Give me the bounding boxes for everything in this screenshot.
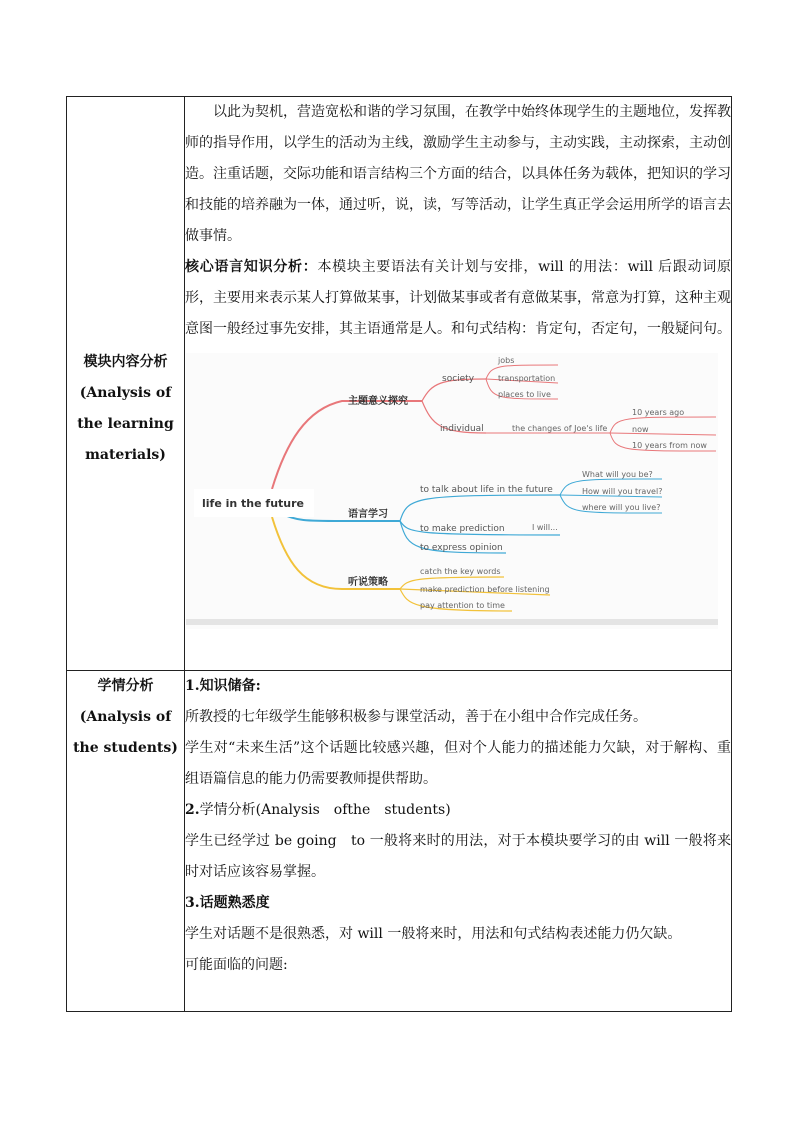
paragraph-students-2: 学生对“未来生活”这个话题比较感兴趣，但对个人能力的描述能力欠缺，对于解构、重组语篇信息的能力仍需要教师提供帮助。 (185, 740, 731, 787)
heading-text: 学情分析(Analysis ofthe students) (199, 802, 451, 818)
opinion-node: to express opinion (420, 543, 503, 553)
row-label-cell (67, 97, 185, 671)
society-item: places to live (498, 390, 551, 399)
society-item: transportation (498, 374, 556, 383)
paragraph-students-3: 学生已经学过 be going to 一般将来时的用法，对于本模块要学习的由 will 一般将来时对话应该容易掌握。 (185, 833, 731, 880)
branch3-label: 听说策略 (348, 577, 388, 588)
section-heading-knowledge (185, 671, 731, 702)
time-item: now (632, 425, 649, 434)
strategy-item: make prediction before listening (420, 585, 550, 594)
mindmap-bottom-bar (186, 619, 718, 625)
analysis-table (66, 96, 732, 1012)
table-row (67, 97, 732, 671)
strategy-item: catch the key words (420, 567, 501, 576)
time-item: 10 years ago (632, 408, 685, 417)
society-item: jobs (498, 356, 515, 365)
core-language-heading: 核心语言知识分析： (185, 259, 318, 275)
core-language-body: 本模块主要语法有关计划与安排，will 的用法：will 后跟动词原形，主要用来表示某人打算做某事，计划做某事或者有意做某事，常意为打算，这种主观意图一般经过事先安排，其主语通常是人。和句式结构：肯定句，否定句，一般疑问句。 (185, 259, 732, 337)
strategy-item: pay attention to time (420, 601, 505, 610)
predict-node: to make prediction (420, 524, 505, 534)
section-heading-familiarity (185, 888, 731, 919)
mindmap-diagram (186, 353, 718, 629)
paragraph-core-language (185, 252, 731, 345)
individual-node: individual (440, 424, 484, 434)
root-node: life in the future (202, 497, 305, 510)
row-label-en-2: the learning (77, 416, 174, 432)
i-will-node: I will... (532, 523, 558, 532)
question-item: What will you be? (582, 470, 653, 479)
branch1-label: 主题意义探究 (348, 396, 408, 407)
question-item: where will you live? (582, 503, 661, 512)
row-label-cell (67, 671, 185, 1012)
society-node: society (442, 374, 475, 384)
row-label-cn: 模块内容分析 (83, 354, 168, 370)
paragraph-students-5: 可能面临的问题: (185, 957, 288, 973)
row-content-cell (185, 97, 732, 671)
heading-text: 3.话题熟悉度 (185, 895, 270, 911)
branch2-label: 语言学习 (348, 509, 388, 520)
row-label-en-1: (Analysis of (79, 709, 172, 725)
heading-number: 2. (185, 802, 200, 818)
question-item: How will you travel? (582, 487, 663, 496)
row-label-en-3: materials) (85, 447, 166, 463)
changes-node: the changes of Joe's life (512, 424, 608, 433)
talk-node: to talk about life in the future (420, 485, 553, 495)
paragraph-students-1: 所教授的七年级学生能够积极参与课堂活动，善于在小组中合作完成任务。 (185, 709, 647, 725)
paragraph-students-4: 学生对话题不是很熟悉，对 will 一般将来时，用法和句式结构表述能力仍欠缺。 (185, 926, 682, 942)
row-label-en-2: the students) (73, 740, 178, 756)
row-content-cell (185, 671, 732, 1012)
table-row (67, 671, 732, 1012)
row-label-en-1: (Analysis of (79, 385, 172, 401)
time-item: 10 years from now (632, 441, 707, 450)
row-label-cn: 学情分析 (97, 678, 154, 694)
heading-text: 1.知识储备: (185, 678, 261, 694)
section-heading-analysis (185, 795, 731, 826)
paragraph-teaching-approach: 以此为契机，营造宽松和谐的学习氛围，在教学中始终体现学生的主题地位，发挥教师的指导作用，以学生的活动为主线，激励学生主动参与，主动实践，主动探索，主动创造。注重话题，交际功能和语言结构三个方面的结合，以具体任务为载体，把知识的学习和技能的培养融为一体，通过听，说，读，写等活动，让学生真正学会运用所学的语言去做事情。 (185, 104, 731, 244)
